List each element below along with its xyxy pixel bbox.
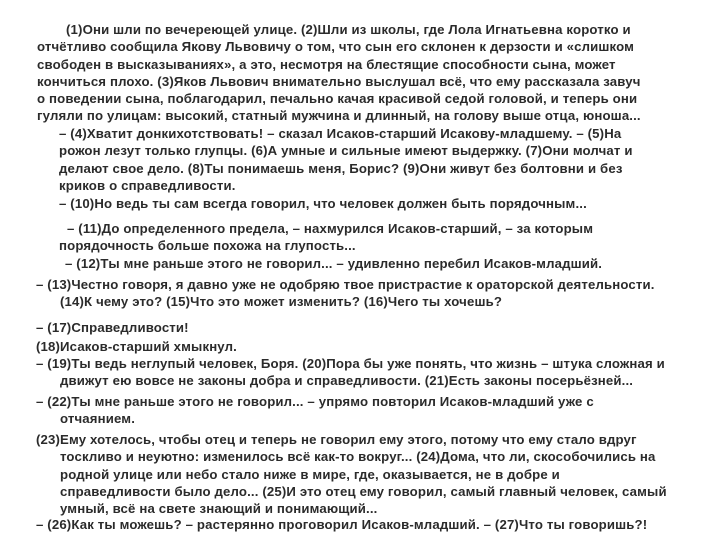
- text-line: – (11)До определенного предела, – нахмурился Исаков-старший, – за которым: [67, 221, 594, 236]
- text-line: умный, всё на свете знающий и понимающий...: [60, 501, 378, 517]
- text-line: справедливости было дело... (25)И это отец ему говорил, самый главный человек, самый: [60, 483, 667, 499]
- text-line: гуляли по улицам: высокий, статный мужчина и длинный, на голову выше отца, юноша...: [37, 108, 641, 124]
- text-line: кончиться плохо. (3)Яков Львович внимательно выслушал всё, что ему рассказала завуч: [37, 73, 641, 89]
- paragraph-1: [37, 21, 641, 125]
- text-line: – (10)Но ведь ты сам всегда говорил, что человек должен быть порядочным...: [59, 196, 587, 211]
- text-line: – (4)Хватит донкихотствовать! – сказал Исаков-старший Исакову-младшему. – (5)На: [59, 126, 622, 141]
- paragraph-6: [36, 276, 655, 311]
- text-line: движут ею вовсе не законы добра и справедливости. (21)Есть законы посерьёзней...: [60, 373, 634, 389]
- text-line: (1)Они шли по вечереющей улице. (2)Шли из школы, где Лола Игнатьевна коротко и: [66, 22, 631, 37]
- text-line: (23)Ему хотелось, чтобы отец и теперь не говорил ему этого, потому что ему стало вдруг: [36, 432, 637, 447]
- paragraph-3: [59, 195, 587, 212]
- text-line: – (12)Ты мне раньше этого не говорил... – удивленно перебил Исаков-младший.: [65, 256, 603, 271]
- text-line: – (13)Честно говоря, я давно уже не одобряю твое пристрастие к ораторской деятельности.: [36, 277, 655, 292]
- text-line: – (22)Ты мне раньше этого не говорил... – упрямо повторил Исаков-младший уже с: [36, 394, 594, 409]
- text-line: отчаянием.: [60, 411, 136, 427]
- text-line: о поведении сына, поблагодарил, печально качая красивой седой головой, и теперь они: [37, 91, 638, 107]
- text-line: отчётливо сообщила Якову Львовичу о том, что сын его склонен к дерзости и «слишком: [37, 39, 635, 55]
- text-line: (14)К чему это? (15)Что это может изменить? (16)Чего ты хочешь?: [60, 294, 503, 310]
- text-line: тоскливо и неуютно: изменилось всё как-то вокруг... (24)Дома, что ли, скособочились на: [60, 449, 656, 465]
- paragraph-10: [36, 393, 594, 428]
- text-line: рожон лезут только глупцы. (6)А умные и сильные имеют выдержку. (7)Они молчат и: [59, 143, 633, 159]
- paragraph-12: [36, 516, 647, 533]
- text-line: – (19)Ты ведь неглупый человек, Боря. (20)Пора бы уже понять, что жизнь – штука сложная и: [36, 356, 665, 371]
- paragraph-8: [36, 338, 237, 355]
- paragraph-9: [36, 355, 665, 390]
- text-line: делают свое дело. (8)Ты понимаешь меня, Борис? (9)Они живут без болтовни и без: [59, 160, 623, 176]
- paragraph-7: [36, 319, 189, 336]
- text-line: – (26)Как ты можешь? – растерянно проговорил Исаков-младший. – (27)Что ты говоришь?!: [36, 517, 648, 532]
- paragraph-11: [36, 431, 667, 517]
- text-line: порядочность больше похожа на глупость...: [59, 238, 356, 254]
- text-line: (18)Исаков-старший хмыкнул.: [36, 339, 237, 354]
- text-line: свободен в высказываниях», а это, несмотря на блестящие способности сына, может: [37, 56, 616, 72]
- paragraph-5: [59, 255, 602, 272]
- paragraph-2: [59, 125, 633, 194]
- text-line: криков о справедливости.: [59, 177, 236, 193]
- paragraph-4: [59, 220, 593, 255]
- text-line: – (17)Справедливости!: [36, 320, 189, 335]
- text-line: родной улице или небо стало ниже в мире, где, оказывается, не в добре и: [60, 466, 560, 482]
